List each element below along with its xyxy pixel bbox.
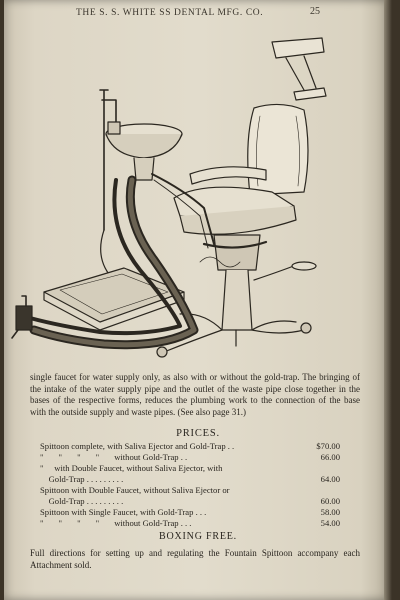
price-row xyxy=(40,463,340,473)
price-row-amount xyxy=(310,485,340,495)
price-row xyxy=(40,441,340,451)
price-row-label: Spittoon with Double Faucet, without Saliva Ejector or xyxy=(40,485,230,495)
catalog-page xyxy=(4,0,392,600)
price-row-label: Gold-Trap . . . . . . . . . xyxy=(40,496,124,506)
price-row xyxy=(40,474,340,484)
directions-paragraph: Full directions for setting up and regulating the Fountain Spittoon accompany each Attachment sold. xyxy=(30,548,360,570)
price-row xyxy=(40,507,340,517)
boxing-heading: BOXING FREE. xyxy=(159,531,237,542)
price-row-amount: $70.00 xyxy=(316,441,340,451)
running-header: THE S. S. WHITE SS DENTAL MFG. CO. xyxy=(76,8,264,18)
price-row-label: Spittoon complete, with Saliva Ejector and Gold-Trap . . xyxy=(40,441,235,451)
price-row xyxy=(40,518,340,528)
price-row xyxy=(40,485,340,495)
price-row-amount: 60.00 xyxy=(320,496,340,506)
page-number: 25 xyxy=(310,6,320,17)
price-row-amount xyxy=(310,463,340,473)
dental-chair-spittoon-illustration xyxy=(4,30,392,360)
price-row-amount: 64.00 xyxy=(320,474,340,484)
description-paragraph: single faucet for water supply only, as also with or without the gold-trap. The bringing of the intake of the water supply pipe and the outlet of the waste pipe close together in the bases of the respective forms, reduces the plumbing work to the connection of the base with the outside supply and waste pipes. (See also page 31.) xyxy=(30,372,360,417)
price-row xyxy=(40,496,340,506)
price-row xyxy=(40,452,340,462)
price-row-label: Spittoon with Single Faucet, with Gold-Trap . . . xyxy=(40,507,207,517)
price-row-label: " with Double Faucet, without Saliva Ejector, with xyxy=(40,463,223,473)
price-row-label: Gold-Trap . . . . . . . . . xyxy=(40,474,124,484)
price-row-amount: 66.00 xyxy=(320,452,340,462)
price-row-amount: 58.00 xyxy=(320,507,340,517)
price-row-label: " " " " without Gold-Trap . . . xyxy=(40,518,192,528)
prices-heading: PRICES. xyxy=(176,428,220,439)
price-row-label: " " " " without Gold-Trap . . xyxy=(40,452,188,462)
price-row-amount: 54.00 xyxy=(320,518,340,528)
